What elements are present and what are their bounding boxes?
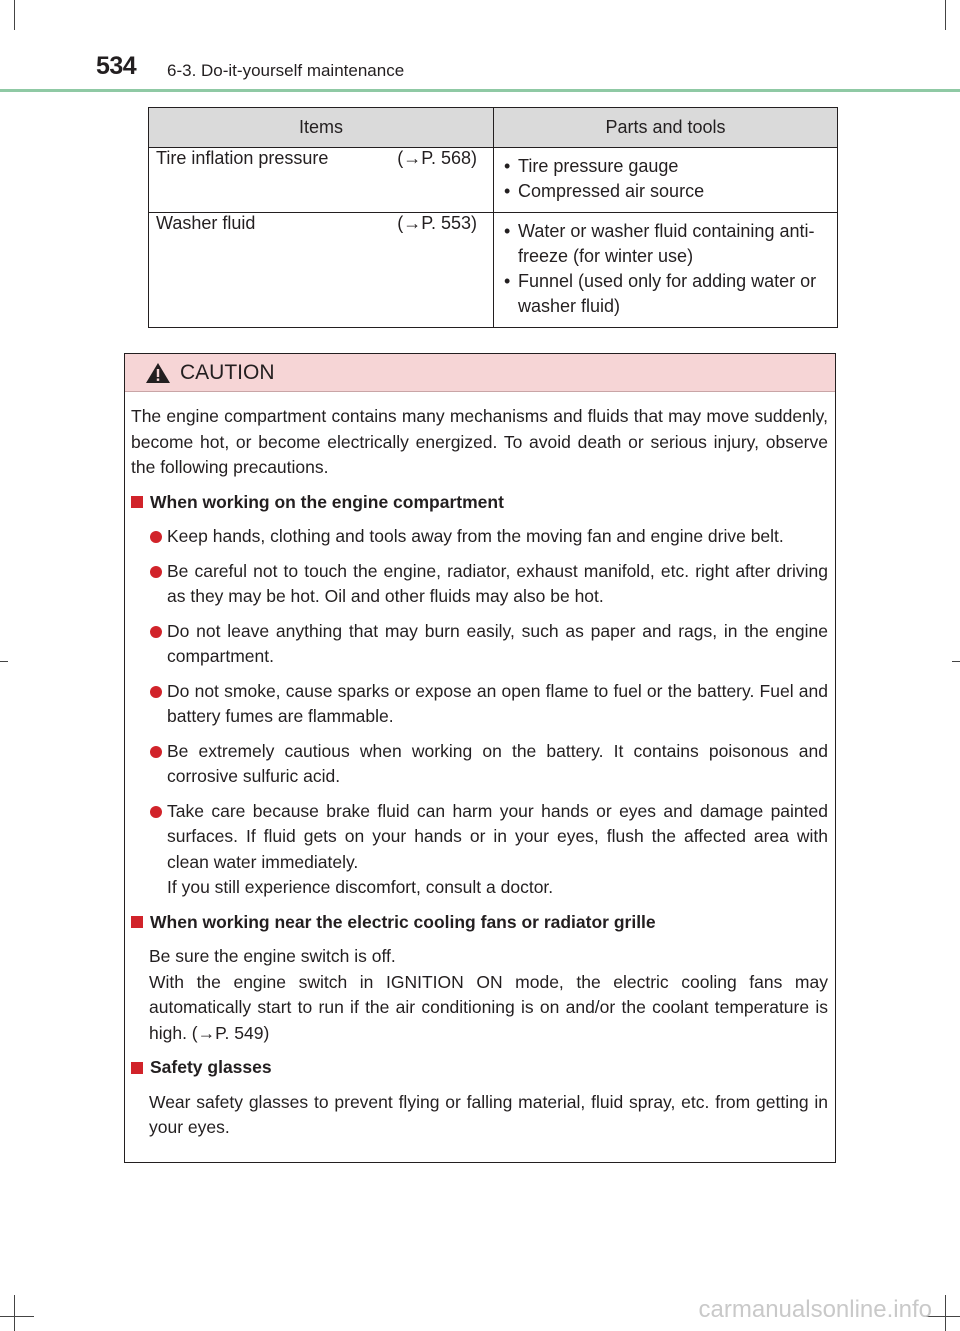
- caution-box: [124, 353, 836, 1163]
- section-title: 6-3. Do-it-yourself maintenance: [167, 61, 405, 80]
- caution-bullet: Keep hands, clothing and tools away from the moving fan and engine drive belt.: [131, 524, 828, 550]
- caution-paragraph: Wear safety glasses to prevent flying or falling material, fluid spray, etc. from getting in your eyes.: [149, 1091, 828, 1137]
- crop-mark: [945, 1295, 946, 1331]
- tools-cell: [494, 148, 838, 213]
- table-row: [149, 213, 838, 328]
- column-header-parts: Parts and tools: [494, 108, 838, 148]
- crop-mark: [14, 1295, 15, 1331]
- round-bullet-icon: [150, 626, 162, 638]
- warning-triangle-icon: [145, 362, 171, 384]
- watermark-site: carmanualsonline.info: [698, 1296, 932, 1323]
- tool-item: • Water or washer fluid containing anti-freeze (for winter use): [518, 219, 829, 269]
- caution-paragraph: Be sure the engine switch is off. With the engine switch in IGNITION ON mode, the electric cooling fans may automatically start to run if the air conditioning is on and/or the coolant temperature is high. (→P. 549): [149, 946, 828, 1043]
- header-rule: [0, 89, 960, 92]
- item-name: Tire inflation pressure: [156, 148, 329, 168]
- item-cell: [149, 148, 494, 213]
- round-bullet-icon: [150, 566, 162, 578]
- tool-item: • Funnel (used only for adding water or washer fluid): [518, 269, 829, 319]
- page-reference: (→P. 553): [397, 213, 477, 233]
- crop-mark: [952, 661, 960, 662]
- caution-bullet: Do not smoke, cause sparks or expose an open flame to fuel or the battery. Fuel and battery fumes are flammable.: [131, 679, 828, 730]
- crop-mark: [0, 661, 8, 662]
- square-bullet-icon: [131, 916, 143, 928]
- section-heading: Safety glasses: [131, 1055, 828, 1081]
- caution-intro: The engine compartment contains many mechanisms and fluids that may move suddenly, become hot, or become electrically energized. To avoid death or serious injury, observe the following precautions.: [131, 406, 828, 477]
- section-heading: When working near the electric cooling fans or radiator grille: [131, 910, 828, 936]
- crop-mark: [14, 0, 15, 30]
- page-reference: (→P. 568): [397, 148, 477, 168]
- caution-bullet: Be careful not to touch the engine, radiator, exhaust manifold, etc. right after driving as they may be hot. Oil and other fluids may also be hot.: [131, 559, 828, 610]
- page-number: 534: [96, 52, 137, 80]
- table-header-row: [149, 108, 838, 148]
- caution-title: CAUTION: [180, 360, 275, 384]
- parts-table: [148, 107, 838, 328]
- item-name: Washer fluid: [156, 213, 256, 233]
- caution-header: [125, 354, 835, 392]
- item-cell: [149, 213, 494, 328]
- crop-mark: [945, 0, 946, 30]
- tool-item: • Tire pressure gauge: [518, 154, 829, 179]
- caution-body: [125, 392, 835, 1141]
- tool-item: • Compressed air source: [518, 179, 829, 204]
- round-bullet-icon: [150, 686, 162, 698]
- square-bullet-icon: [131, 496, 143, 508]
- column-header-items: Items: [149, 108, 494, 148]
- caution-bullet: Do not leave anything that may burn easily, such as paper and rags, in the engine compartment.: [131, 619, 828, 670]
- section-heading: When working on the engine compartment: [131, 490, 828, 516]
- square-bullet-icon: [131, 1062, 143, 1074]
- crop-mark: [0, 1316, 34, 1317]
- tools-cell: [494, 213, 838, 328]
- round-bullet-icon: [150, 746, 162, 758]
- caution-bullet: Take care because brake fluid can harm your hands or eyes and damage painted surfaces. If fluid gets on your hands or in your eyes, flush the affected area with clean water immediately. If you still experience discomfort, consult a doctor.: [131, 799, 828, 901]
- caution-bullet: Be extremely cautious when working on the battery. It contains poisonous and corrosive sulfuric acid.: [131, 739, 828, 790]
- round-bullet-icon: [150, 531, 162, 543]
- round-bullet-icon: [150, 806, 162, 818]
- table-row: [149, 148, 838, 213]
